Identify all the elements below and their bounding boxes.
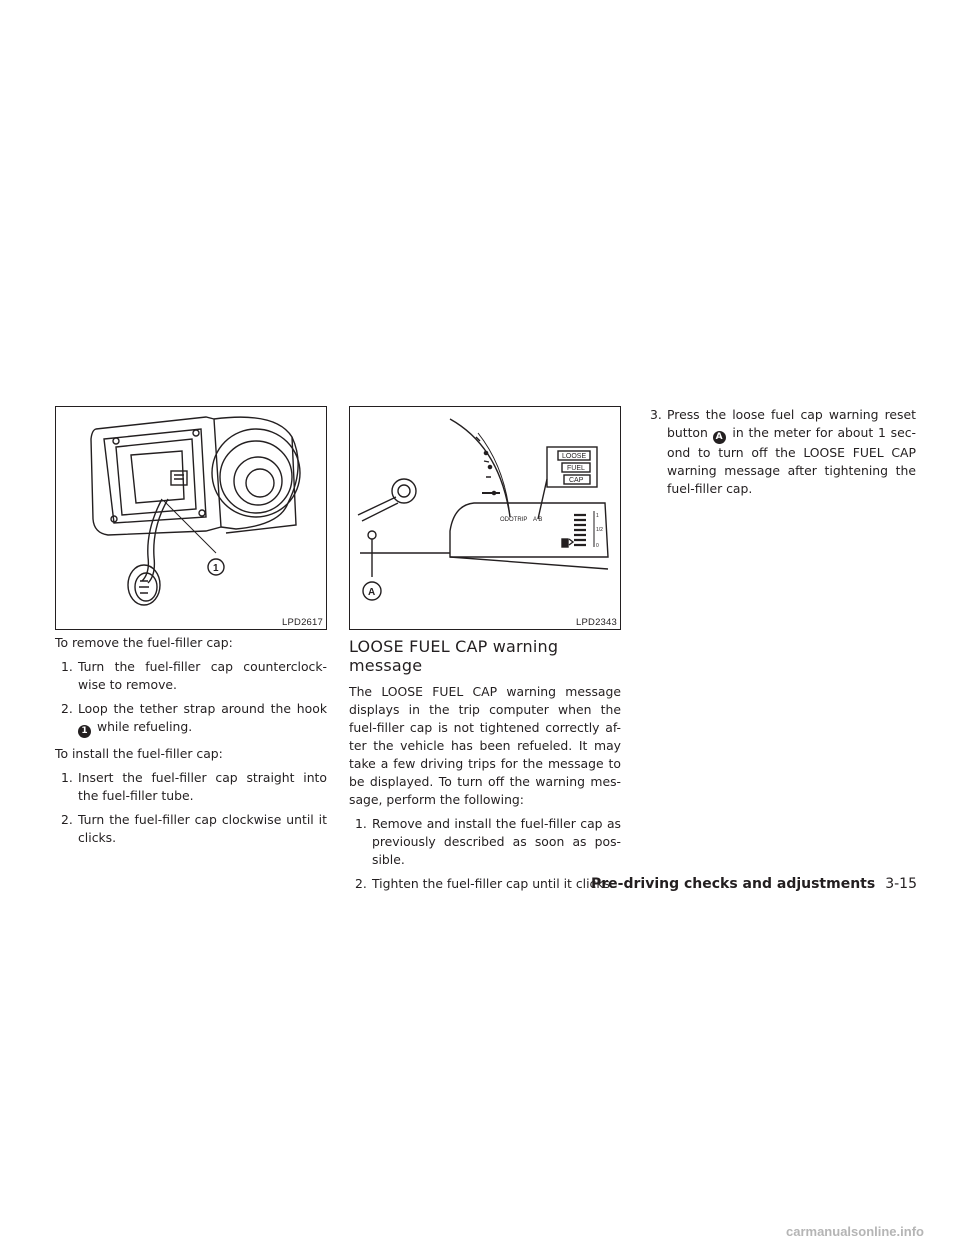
warning-step-1: 1. Remove and install the fuel-filler cap as previously described as soon as pos-sible. [355, 816, 621, 867]
remove-steps [55, 658, 327, 738]
figure-meter-display [349, 406, 621, 630]
remove-step-1: 1. Turn the fuel-filler cap counterclock-wise to remove. [61, 659, 327, 692]
install-steps [55, 769, 327, 847]
meter-illustration [350, 407, 620, 629]
display-cap-text: CAP [569, 477, 584, 484]
column-left [55, 634, 327, 854]
warning-body: The LOOSE FUEL CAP warning message displays in the trip computer when the fuel-filler cap is not tightened correctly af-ter the vehicle has been refueled. It may take a few driving trips for the message to be displayed. To turn off the warning mes-sage, perform the following: [349, 684, 621, 807]
warning-steps-continued [644, 406, 916, 498]
column-middle [349, 634, 621, 900]
callout-a-icon: A [713, 431, 726, 444]
fuel-filler-door-illustration [56, 407, 326, 629]
install-step-1: 1. Insert the fuel-filler cap straight into the fuel-filler tube. [61, 770, 327, 803]
figure1-callout-label: 1 [213, 563, 219, 574]
column-right [644, 406, 916, 505]
display-odotrip-text: ODOTRIP [500, 517, 528, 523]
callout-1-icon: 1 [78, 725, 91, 738]
warning-step-3: 3. Press the loose fuel cap warning reset button A in the meter for about 1 sec-ond to turn off the LOOSE FUEL CAP warning message after tightening the fuel-filler cap. [650, 407, 916, 496]
display-full-text: 1 [596, 513, 599, 519]
install-step-2: 2. Turn the fuel-filler cap clockwise until it clicks. [61, 812, 327, 845]
install-intro: To install the fuel-filler cap: [55, 746, 223, 761]
display-fuel-text: FUEL [567, 465, 585, 472]
remove-step-2: 2. Loop the tether strap around the hook 1 while refueling. [61, 701, 327, 736]
display-half-text: 1/2 [596, 527, 603, 533]
remove-intro: To remove the fuel-filler cap: [55, 635, 233, 650]
figure2-callout-label: A [368, 587, 376, 598]
display-ab-text: A B [533, 517, 543, 523]
page-footer [591, 876, 917, 892]
figure1-code: LPD2617 [281, 617, 323, 628]
warning-heading: LOOSE FUEL CAP warning message [349, 637, 559, 675]
warning-steps [349, 815, 621, 893]
figure-fuel-filler-door [55, 406, 327, 630]
warning-step-2: 2. Tighten the fuel-filler cap until it clicks. [355, 876, 614, 891]
display-loose-text: LOOSE [562, 453, 587, 460]
display-zero-text: 0 [596, 543, 599, 549]
footer-page-number: 3-15 [885, 876, 917, 892]
figure2-code: LPD2343 [575, 617, 617, 628]
watermark-text: carmanualsonline.info [786, 1224, 924, 1239]
footer-section-title: Pre-driving checks and adjustments [591, 876, 876, 892]
